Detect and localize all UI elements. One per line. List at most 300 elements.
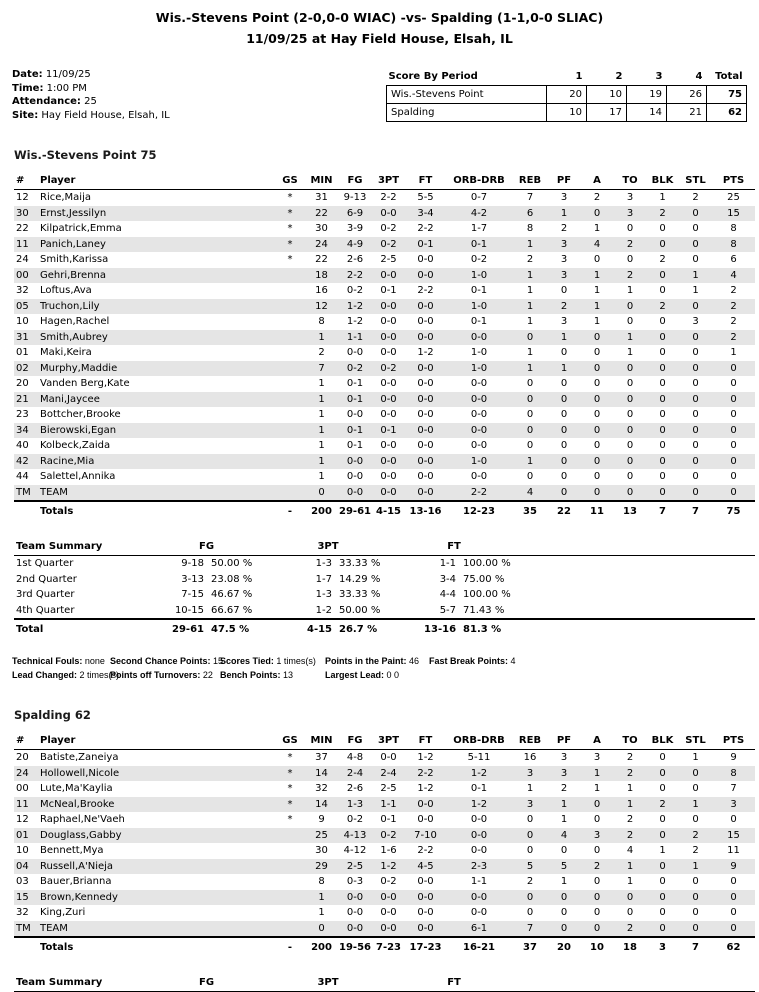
- note-label: Technical Fouls:: [12, 656, 83, 666]
- jersey-number: TM: [16, 922, 31, 934]
- fg-cell: 4-13: [343, 829, 367, 841]
- pts-cell: 0: [730, 876, 737, 888]
- gs-cell: [275, 268, 305, 284]
- a-cell: 1: [593, 269, 601, 281]
- min-cell: 22: [315, 254, 328, 266]
- jersey-number: 31: [16, 331, 29, 343]
- player-name: Ernst,Jessilyn: [40, 207, 107, 219]
- ft-cell: 0-0: [417, 876, 434, 888]
- min-cell: 200: [305, 937, 338, 957]
- team-section-away: [0, 708, 759, 992]
- summary-quarter-row: [14, 587, 755, 603]
- pts-cell: 0: [730, 471, 737, 483]
- blk-cell: 0: [659, 907, 666, 919]
- a-cell: 0: [593, 907, 601, 919]
- reb-cell: 2: [526, 254, 534, 266]
- player-name: Brown,Kennedy: [40, 891, 118, 903]
- stl-cell: 0: [692, 440, 699, 452]
- jersey-number: [14, 501, 40, 521]
- player-row: [14, 221, 755, 237]
- to-cell: 0: [626, 378, 634, 390]
- orb-drb-cell: 0-1: [470, 285, 488, 297]
- note-item: Points off Turnovers: 22: [110, 669, 213, 680]
- summary-row-label: 1st Quarter: [16, 558, 74, 570]
- player-row: [14, 454, 755, 470]
- ft-cell: 0-0: [417, 471, 434, 483]
- player-name: Smith,Aubrey: [40, 331, 108, 343]
- stl-cell: 0: [692, 767, 699, 779]
- min-cell: 22: [315, 207, 328, 219]
- fg-cell: 2-4: [346, 767, 364, 779]
- a-cell: 2: [593, 192, 601, 204]
- gs-cell: [275, 407, 305, 423]
- column-header-min: MIN: [305, 173, 338, 190]
- jersey-number: 30: [16, 207, 29, 219]
- summary-percent: 26.7 %: [332, 619, 392, 638]
- fg-cell: 0-0: [346, 471, 364, 483]
- a-cell: 0: [593, 922, 601, 934]
- column-header-blk: BLK: [646, 173, 679, 190]
- note-label: Lead Changed:: [12, 669, 78, 680]
- player-name: Kolbeck,Zaida: [40, 440, 111, 452]
- player-name: Hollowell,Nicole: [40, 767, 120, 779]
- pts-cell: 0: [730, 891, 737, 903]
- reb-cell: 0: [526, 378, 534, 390]
- stl-cell: 0: [692, 409, 699, 421]
- reb-cell: 0: [526, 440, 534, 452]
- summary-made-att: 29-61: [149, 619, 204, 638]
- a-cell: 0: [593, 876, 601, 888]
- fg-cell: 0-1: [346, 424, 364, 436]
- stl-cell: 0: [692, 378, 699, 390]
- orb-drb-cell: 1-0: [470, 300, 488, 312]
- summary-made-att: 10-15: [174, 604, 204, 616]
- stl-cell: 0: [692, 891, 699, 903]
- ft-cell: 17-23: [405, 937, 446, 957]
- fg-cell: 2-5: [346, 860, 364, 872]
- note-item: Fast Break Points: 4: [429, 656, 516, 666]
- 3pt-cell: 0-0: [380, 409, 397, 421]
- player-name: Douglass,Gabby: [40, 829, 122, 841]
- to-cell: 4: [626, 845, 634, 857]
- column-header-a: A: [580, 173, 614, 190]
- a-cell: 0: [593, 254, 601, 266]
- game-title: Wis.-Stevens Point (2-0,0-0 WIAC) -vs- Spalding (1-1,0-0 SLIAC): [155, 10, 604, 25]
- a-cell: 1: [593, 223, 601, 235]
- column-header-blk: BLK: [646, 733, 679, 750]
- pf-cell: 1: [560, 207, 568, 219]
- blk-cell: 0: [659, 440, 666, 452]
- player-name: Batiste,Zaneiya: [40, 752, 119, 764]
- reb-cell: 5: [526, 860, 534, 872]
- reb-cell: 0: [526, 393, 534, 405]
- to-cell: 1: [626, 783, 634, 795]
- summary-row-label: Total: [14, 619, 149, 638]
- min-cell: 14: [315, 767, 328, 779]
- summary-row-label: 3rd Quarter: [16, 589, 75, 601]
- orb-drb-cell: 0-1: [470, 783, 488, 795]
- blk-cell: 0: [659, 269, 666, 281]
- jersey-number: 34: [16, 424, 29, 436]
- orb-drb-cell: 1-2: [470, 767, 488, 779]
- a-cell: 1: [593, 316, 601, 328]
- ft-cell: 1-2: [417, 347, 434, 359]
- stl-cell: 0: [692, 347, 699, 359]
- gs-cell: [275, 299, 305, 315]
- summary-made-att: 9-18: [181, 558, 204, 570]
- min-cell: 1: [318, 471, 325, 483]
- jersey-number: 23: [16, 409, 29, 421]
- orb-drb-cell: 1-0: [470, 347, 488, 359]
- 3pt-cell: 0-0: [380, 440, 397, 452]
- column-header-3pt: 3PT: [372, 733, 405, 750]
- pf-cell: 0: [560, 393, 568, 405]
- 3pt-cell: 2-4: [380, 767, 397, 779]
- ft-cell: 2-2: [417, 223, 434, 235]
- 3pt-cell: 0-0: [380, 269, 397, 281]
- pf-cell: 3: [560, 238, 568, 250]
- player-name: Totals: [40, 501, 275, 521]
- stl-cell: 0: [692, 876, 699, 888]
- jersey-number: 32: [16, 285, 29, 297]
- player-row: [14, 423, 755, 439]
- pf-cell: 2: [560, 300, 568, 312]
- blk-cell: 2: [659, 254, 666, 266]
- info-time-label: Time:: [12, 82, 44, 94]
- player-row: [14, 330, 755, 346]
- player-row: [14, 345, 755, 361]
- to-cell: 3: [626, 192, 634, 204]
- reb-cell: 0: [526, 471, 534, 483]
- ft-cell: 5-5: [417, 192, 434, 204]
- ft-cell: 0-0: [417, 300, 434, 312]
- column-header-to: TO: [614, 733, 646, 750]
- team-section-home: [0, 148, 759, 682]
- score-total: 75: [707, 86, 747, 104]
- a-cell: 0: [593, 409, 601, 421]
- min-cell: 29: [315, 860, 328, 872]
- orb-drb-cell: 0-0: [470, 814, 488, 826]
- stl-cell: 2: [692, 829, 699, 841]
- gs-cell: [275, 905, 305, 921]
- orb-drb-cell: 0-0: [470, 845, 488, 857]
- column-header-ft: FT: [405, 173, 446, 190]
- a-cell: 0: [593, 207, 601, 219]
- summary-made-att: 4-15: [264, 619, 332, 638]
- pf-cell: 1: [560, 814, 568, 826]
- column-header-pts: PTS: [712, 733, 755, 750]
- reb-cell: 0: [526, 845, 534, 857]
- player-name: Bottcher,Brooke: [40, 409, 121, 421]
- fg-cell: 19-56: [338, 937, 372, 957]
- player-stats-table: [14, 173, 755, 521]
- gs-cell: *: [287, 767, 293, 779]
- min-cell: 1: [318, 378, 325, 390]
- fg-cell: 0-2: [346, 285, 364, 297]
- orb-drb-cell: 1-0: [470, 455, 488, 467]
- note-label: Second Chance Points:: [110, 656, 211, 666]
- to-cell: 2: [626, 829, 634, 841]
- to-cell: 13: [614, 501, 646, 521]
- a-cell: 10: [580, 937, 614, 957]
- note-item: Points in the Paint: 46: [325, 656, 420, 666]
- pts-cell: 25: [727, 192, 740, 204]
- ft-cell: 0-0: [417, 798, 434, 810]
- reb-cell: 4: [526, 486, 534, 498]
- min-cell: 30: [315, 223, 328, 235]
- pf-cell: 3: [560, 316, 568, 328]
- reb-cell: 0: [526, 814, 534, 826]
- min-cell: 2: [318, 347, 325, 359]
- 3pt-cell: 0-1: [380, 285, 397, 297]
- pf-cell: 0: [560, 486, 568, 498]
- ft-cell: 0-0: [417, 486, 434, 498]
- jersey-number: 11: [16, 798, 29, 810]
- to-cell: 0: [626, 424, 634, 436]
- pf-cell: 0: [560, 440, 568, 452]
- 3pt-cell: 2-5: [380, 783, 397, 795]
- pf-cell: 1: [560, 798, 568, 810]
- summary-percent: 81.3 %: [456, 619, 516, 638]
- pf-cell: 0: [560, 471, 568, 483]
- jersey-number: 44: [16, 471, 29, 483]
- pts-cell: 2: [730, 285, 737, 297]
- stl-cell: 1: [692, 269, 699, 281]
- blk-cell: 0: [659, 347, 666, 359]
- player-row: [14, 299, 755, 315]
- blk-cell: 0: [659, 362, 666, 374]
- to-cell: 0: [626, 223, 634, 235]
- summary-ft-header: FT: [392, 539, 516, 556]
- player-name: Bierowski,Egan: [40, 424, 117, 436]
- pf-cell: 3: [560, 752, 568, 764]
- pf-cell: 3: [560, 767, 568, 779]
- player-row: [14, 268, 755, 284]
- note-label: Largest Lead:: [325, 669, 385, 680]
- ft-cell: 0-0: [417, 378, 434, 390]
- gs-cell: [275, 485, 305, 502]
- blk-cell: 2: [659, 300, 666, 312]
- min-cell: 7: [318, 362, 325, 374]
- pts-cell: 0: [730, 409, 737, 421]
- player-row: [14, 237, 755, 253]
- blk-cell: 7: [646, 501, 679, 521]
- stl-cell: 0: [692, 424, 699, 436]
- summary-made-att: 1-3: [315, 589, 333, 601]
- ft-cell: 0-0: [417, 424, 434, 436]
- min-cell: 1: [318, 455, 325, 467]
- player-name: Bauer,Brianna: [40, 876, 112, 888]
- stl-cell: 1: [692, 798, 699, 810]
- summary-made-att: 5-7: [439, 604, 457, 616]
- gs-cell: [275, 330, 305, 346]
- fg-cell: 4-12: [343, 845, 367, 857]
- summary-percent: 50.00 %: [339, 604, 381, 616]
- a-cell: 0: [593, 455, 601, 467]
- a-cell: 1: [593, 767, 601, 779]
- blk-cell: 0: [659, 393, 666, 405]
- stl-cell: 0: [692, 300, 699, 312]
- 3pt-cell: 0-0: [380, 378, 397, 390]
- reb-cell: 1: [526, 300, 534, 312]
- reb-cell: 8: [526, 223, 534, 235]
- score-period-value: 17: [587, 104, 627, 122]
- pts-cell: 0: [730, 378, 737, 390]
- a-cell: 0: [593, 331, 601, 343]
- gs-cell: [275, 828, 305, 844]
- jersey-number: 00: [16, 783, 29, 795]
- player-row: [14, 874, 755, 890]
- reb-cell: 1: [526, 316, 534, 328]
- player-row: [14, 314, 755, 330]
- ft-cell: 2-2: [417, 285, 434, 297]
- jersey-number: 02: [16, 362, 29, 374]
- score-period-value: 10: [547, 104, 587, 122]
- ft-cell: 3-4: [417, 207, 434, 219]
- orb-drb-cell: 2-2: [470, 486, 488, 498]
- fg-cell: 0-0: [346, 455, 364, 467]
- team-heading: Spalding 62: [14, 708, 91, 722]
- player-row: [14, 206, 755, 222]
- orb-drb-cell: 1-0: [470, 269, 488, 281]
- summary-made-att: 4-4: [439, 589, 457, 601]
- player-row: [14, 921, 755, 938]
- pts-cell: 6: [730, 254, 737, 266]
- orb-drb-cell: 0-7: [470, 192, 488, 204]
- orb-drb-cell: 0-0: [470, 891, 488, 903]
- fg-cell: 1-1: [346, 331, 364, 343]
- to-cell: 0: [626, 471, 634, 483]
- player-name: Smith,Karissa: [40, 254, 109, 266]
- reb-cell: 0: [526, 829, 534, 841]
- player-row: [14, 843, 755, 859]
- gs-cell: [275, 469, 305, 485]
- to-cell: 2: [626, 922, 634, 934]
- blk-cell: 0: [659, 316, 666, 328]
- summary-made-att: 7-15: [181, 589, 204, 601]
- fg-cell: 1-2: [346, 316, 364, 328]
- pf-cell: 3: [560, 192, 568, 204]
- summary-quarter-row: [14, 572, 755, 588]
- stats-header-row: [14, 173, 755, 190]
- pts-cell: 0: [730, 486, 737, 498]
- min-cell: 1: [318, 409, 325, 421]
- player-name: Gehri,Brenna: [40, 269, 107, 281]
- stl-cell: 0: [692, 223, 699, 235]
- fg-cell: 29-61: [338, 501, 372, 521]
- 3pt-cell: 0-1: [380, 814, 397, 826]
- ft-cell: 2-2: [417, 845, 434, 857]
- column-header-fg: FG: [338, 733, 372, 750]
- blk-cell: 3: [646, 937, 679, 957]
- pf-cell: 3: [560, 269, 568, 281]
- min-cell: 25: [315, 829, 328, 841]
- summary-filler-cell: [516, 603, 755, 620]
- a-cell: 2: [593, 860, 601, 872]
- fg-cell: 0-2: [346, 814, 364, 826]
- min-cell: 14: [315, 798, 328, 810]
- fg-cell: 0-0: [346, 486, 364, 498]
- stl-cell: 0: [692, 331, 699, 343]
- 3pt-cell: 0-0: [380, 393, 397, 405]
- player-name: King,Zuri: [40, 907, 86, 919]
- stl-cell: 7: [679, 937, 712, 957]
- summary-made-att: 1-1: [439, 558, 457, 570]
- a-cell: 0: [593, 891, 601, 903]
- player-name: Totals: [40, 937, 275, 957]
- jersey-number: 24: [16, 767, 29, 779]
- ft-cell: 0-0: [417, 269, 434, 281]
- min-cell: 31: [315, 192, 328, 204]
- player-row: [14, 376, 755, 392]
- a-cell: 11: [580, 501, 614, 521]
- to-cell: 0: [626, 907, 634, 919]
- column-header-to: TO: [614, 173, 646, 190]
- note-label: Scores Tied:: [220, 656, 274, 666]
- note-label: Points off Turnovers:: [110, 669, 201, 680]
- to-cell: 2: [626, 238, 634, 250]
- stl-cell: 0: [692, 814, 699, 826]
- note-label: Bench Points:: [220, 669, 281, 680]
- summary-filler: [516, 539, 755, 556]
- min-cell: 1: [318, 891, 325, 903]
- fg-cell: 0-1: [346, 378, 364, 390]
- summary-fg-header: FG: [149, 975, 264, 992]
- summary-quarter-row: [14, 603, 755, 620]
- fg-cell: 2-6: [346, 254, 364, 266]
- blk-cell: 0: [659, 424, 666, 436]
- pts-cell: 62: [712, 937, 755, 957]
- player-row: [14, 859, 755, 875]
- jersey-number: 15: [16, 891, 29, 903]
- stats-header-row: [14, 733, 755, 750]
- column-header-a: A: [580, 733, 614, 750]
- score-header-label: Score By Period: [388, 71, 478, 82]
- info-attendance-value: 25: [84, 96, 97, 107]
- pts-cell: 15: [727, 829, 740, 841]
- to-cell: 0: [626, 409, 634, 421]
- a-cell: 0: [593, 362, 601, 374]
- pf-cell: 22: [548, 501, 580, 521]
- totals-row: [14, 937, 755, 957]
- 3pt-cell: 4-15: [372, 501, 405, 521]
- stl-cell: 7: [679, 501, 712, 521]
- gs-cell: [275, 921, 305, 938]
- note-item: Bench Points: 13: [220, 669, 294, 680]
- orb-drb-cell: 4-2: [470, 207, 488, 219]
- player-name: Panich,Laney: [40, 238, 106, 250]
- reb-cell: 1: [526, 269, 534, 281]
- reb-cell: 3: [526, 767, 534, 779]
- summary-row-label: 2nd Quarter: [16, 573, 77, 585]
- 3pt-cell: 0-2: [380, 829, 397, 841]
- ft-cell: 0-1: [417, 238, 434, 250]
- column-header-orb-drb: ORB-DRB: [446, 173, 512, 190]
- fg-cell: 4-8: [346, 752, 364, 764]
- blk-cell: 0: [659, 331, 666, 343]
- pf-cell: 0: [560, 922, 568, 934]
- column-header-pts: PTS: [712, 173, 755, 190]
- stl-cell: 2: [692, 845, 699, 857]
- 3pt-cell: 0-0: [380, 752, 397, 764]
- player-row: [14, 252, 755, 268]
- reb-cell: 1: [526, 783, 534, 795]
- pf-cell: 0: [560, 378, 568, 390]
- blk-cell: 0: [659, 378, 666, 390]
- 3pt-cell: 0-0: [380, 331, 397, 343]
- reb-cell: 0: [526, 891, 534, 903]
- player-row: [14, 890, 755, 906]
